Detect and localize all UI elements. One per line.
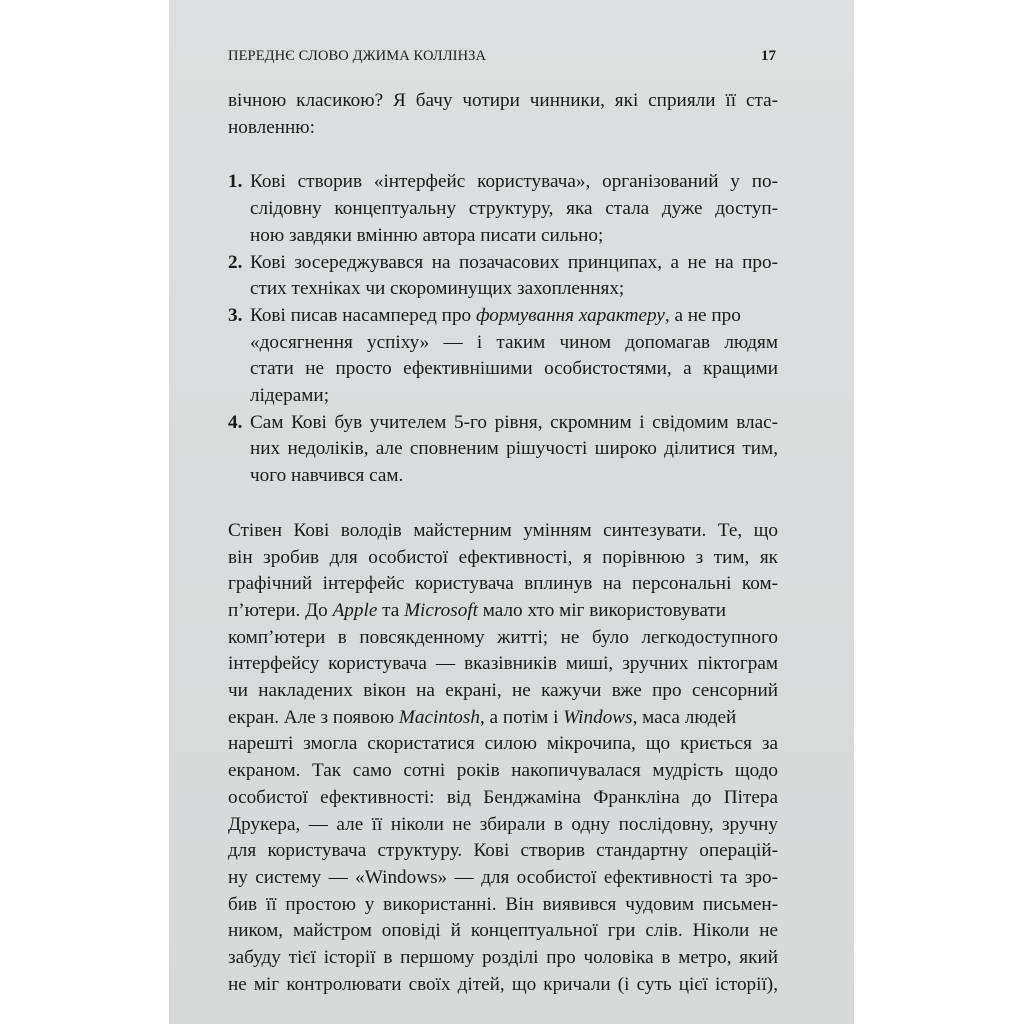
text-line: він зробив для особистої ефективності, я порівнюю з тим, як	[228, 546, 778, 568]
text-span: , а потім і	[479, 706, 564, 728]
text-line: стати не просто ефективнішими особистостями, а кращими	[250, 358, 778, 380]
emphasis-text: формування характеру	[475, 304, 665, 326]
text-line: не міг контролювати своїх дітей, що кричали (і суть цієї історії),	[228, 973, 778, 995]
text-line: стих техніках чи скороминущих захопленнях;	[250, 278, 625, 300]
list-number: 3.	[228, 304, 243, 326]
text-line: Сам Кові був учителем 5-го рівня, скромним і свідомим влас-	[250, 411, 778, 433]
emphasis-text: Macintosh	[398, 706, 480, 728]
list-number: 4.	[228, 411, 243, 433]
text-line: новленню:	[228, 116, 315, 138]
text-line: особистої ефективності: від Бенджаміна Франкліна до Пітера	[228, 786, 778, 808]
text-line: чи накладених вікон на екрані, не кажучи вже про сенсорний	[228, 680, 778, 702]
text-line: для користувача структуру. Кові створив стандартну операцій-	[228, 840, 778, 862]
text-line: інтерфейсу користувача — вказівників миші, зручних піктограм	[228, 653, 778, 675]
text-line: Стівен Кові володів майстерним умінням синтезувати. Те, що	[228, 519, 778, 541]
list-item	[228, 169, 778, 249]
text-line: бив її простою у використанні. Він виявився чудовим письмен-	[228, 893, 778, 915]
emphasis-text: Windows	[563, 706, 633, 728]
text-line: графічний інтерфейс користувача вплинув на персональні ком-	[228, 573, 778, 595]
text-line	[228, 598, 778, 625]
emphasis-text: Apple	[332, 599, 378, 621]
text-line: лідерами;	[250, 385, 330, 407]
text-span: , маса людей	[632, 706, 737, 728]
text-line: комп’ютери в повсякденному житті; не було легкодоступного	[228, 626, 778, 648]
text-line: екраном. Так само сотні років накопичувалася мудрість щодо	[228, 760, 778, 782]
text-line: «досягнення успіху» — і таким чином допомагав людям	[250, 331, 778, 353]
page-header	[228, 48, 776, 65]
intro-paragraph	[228, 88, 778, 141]
text-line: них недоліків, але сповненим рішучості широко ділитися тим,	[250, 438, 778, 460]
text-line: ною завдяки вмінню автора писати сильно;	[250, 224, 604, 246]
text-line: вічною класикою? Я бачу чотири чинники, які сприяли її ста-	[228, 90, 778, 111]
list-number: 2.	[228, 251, 243, 273]
running-title: ПЕРЕДНЄ СЛОВО ДЖИМА КОЛЛІНЗА	[228, 48, 487, 64]
text-line: Друкера, — але її ніколи не збирали в одну послідовну, зручну	[228, 813, 778, 835]
text-line: чого навчився сам.	[250, 465, 404, 487]
text-span: та	[377, 599, 405, 621]
list-item	[228, 303, 778, 410]
text-line: забуду тієї історії в першому розділі про чоловіка в метро, який	[228, 947, 778, 969]
text-line: ну систему — «Windows» — для особистої ефективності та зро-	[228, 866, 778, 888]
text-line: Кові створив «інтерфейс користувача», організований у по-	[250, 171, 778, 193]
list-number: 1.	[228, 171, 243, 193]
text-line: нарешті змогла скористатися силою мікрочипа, що криється за	[228, 733, 778, 755]
text-span: екран. Але з появою	[228, 706, 399, 728]
list-item	[228, 250, 778, 303]
book-page	[169, 0, 854, 1024]
text-line: Кові зосереджувався на позачасових принципах, а не на про-	[250, 251, 778, 273]
text-span: мало хто міг використовувати	[477, 599, 727, 621]
text-line	[228, 705, 778, 732]
text-span: п’ютери. До	[228, 599, 328, 621]
text-span: Кові писав насамперед про	[250, 304, 472, 326]
text-line: ником, майстром оповіді й концептуальної гри слів. Ніколи не	[228, 920, 778, 942]
list-item	[228, 410, 778, 490]
page-number: 17	[761, 48, 776, 64]
page-body	[228, 88, 778, 999]
text-span: , а не про	[664, 304, 741, 326]
emphasis-text: Microsoft	[404, 599, 478, 621]
numbered-list	[228, 169, 778, 489]
body-paragraph	[228, 518, 778, 999]
text-line: слідовну концептуальну структуру, яка стала дуже доступ-	[250, 198, 778, 220]
